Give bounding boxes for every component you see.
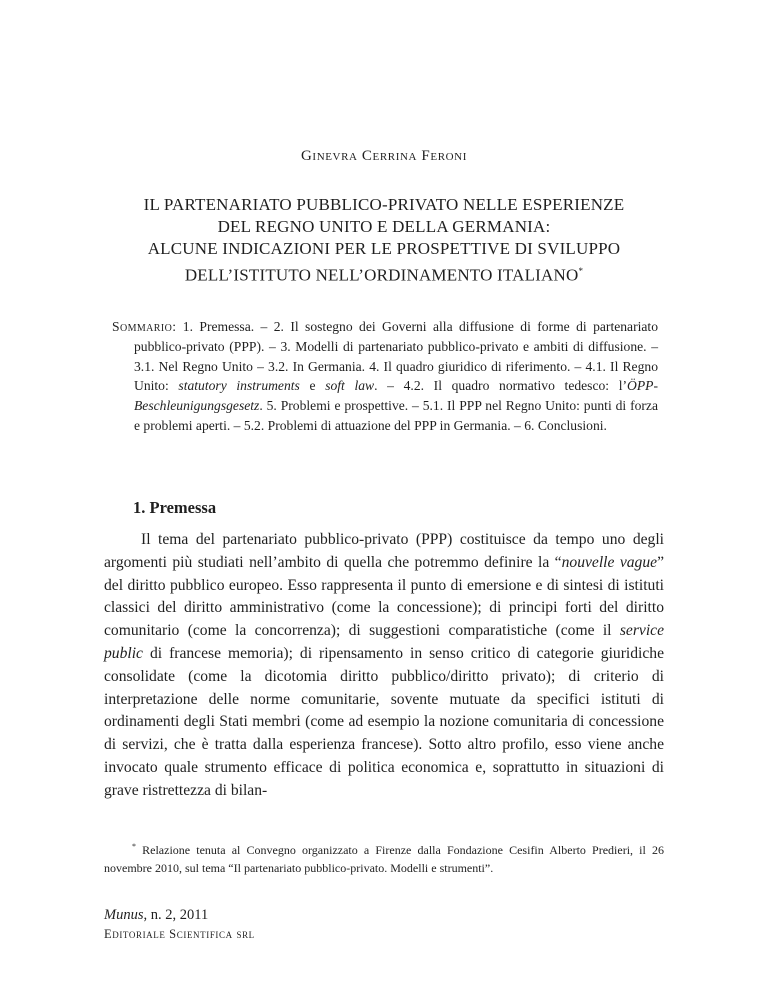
- footnote-text: Relazione tenuta al Convegno organizzato a Firenze dalla Fondazione Cesifin Alberto Predieri, il 26 novembre 2010, sul tema “Il partenariato pubblico-privato. Modelli e strumenti”.: [104, 843, 664, 875]
- body-text: [104, 529, 664, 803]
- publisher-name: Editoriale Scientifica srl: [104, 927, 255, 941]
- paragraph-seg-4: di francese memoria); di ripensamento in senso critico di categorie giuridiche consolidate (come la dicotomia diritto pubblico/diritto privato); di criterio di interpretazione delle norme comunitarie, sovente mutuate da specifici istituti di ordinamenti degli Stati membri (come ad esempio la nozione comunitaria di concessione di servizi, che è tratta dalla esperienza francese). Sotto altro profilo, esso viene anche invocato quale strumento efficace di politica economica e, soprattutto in situazioni di grave ristrettezza di bilan-: [104, 644, 664, 799]
- footnote-paragraph: [104, 838, 664, 877]
- paragraph-seg-2: ” del diritto pubblico europeo. Esso rappresenta il punto di emersione e di sintesi di istituti classici del diritto amministrativo (come la concessione); di principi forti del diritto comunitario (come la concorrenza); di suggestioni comparatistiche (come il: [104, 553, 664, 640]
- author-name: Ginevra Cerrina Feroni: [301, 148, 467, 164]
- footnote-marker: *: [132, 842, 136, 851]
- summary-seg-2: e: [299, 378, 326, 394]
- paragraph-seg-3: service public: [104, 622, 664, 662]
- paragraph-seg-1: nouvelle vague: [561, 553, 658, 571]
- title-line-4: [70, 260, 698, 287]
- body-paragraph: [104, 529, 664, 803]
- title-footnote-marker: *: [578, 266, 584, 276]
- footnote: [104, 838, 664, 877]
- summary-seg-5: ÖPP-Beschleunigungsgesetz: [134, 378, 658, 414]
- title-line-3: ALCUNE INDICAZIONI PER LE PROSPETTIVE DI SVILUPPO: [147, 239, 621, 258]
- summary-seg-0: 1. Premessa. – 2. Il sostegno dei Governi alla diffusione di forme di partenariato pubblico-privato (PPP). – 3. Modelli di partenariato pubblico-privato e ambiti di diffusione. – 3.1. Nel Regno Unito – 3.2. In Germania. 4. Il quadro giuridico di riferimento. – 4.1. Il Regno Unito:: [134, 319, 658, 394]
- title-line-1: IL PARTENARIATO PUBBLICO-PRIVATO NELLE ESPERIENZE: [143, 195, 625, 214]
- summary-label: Sommario:: [112, 319, 177, 334]
- article-title: [70, 194, 698, 287]
- table-of-contents-summary: [112, 317, 658, 436]
- paragraph-seg-0: Il tema del partenariato pubblico-privato (PPP) costituisce da tempo uno degli argomenti più studiati nell’ambito di quella che potremmo definire la “: [104, 531, 664, 571]
- journal-issue: , n. 2, 2011: [143, 907, 209, 923]
- summary-seg-6: . 5. Problemi e prospettive. – 5.1. Il PPP nel Regno Unito: punti di forza e problemi aperti. – 5.2. Problemi di attuazione del PPP in Germania. – 6. Conclusioni.: [134, 398, 658, 433]
- summary-seg-4: . – 4.2. Il quadro normativo tedesco: l’: [374, 378, 628, 394]
- title-line-2: DEL REGNO UNITO E DELLA GERMANIA:: [217, 217, 551, 236]
- journal-name: Munus: [104, 907, 144, 923]
- journal-citation: [104, 907, 208, 924]
- summary-seg-3: soft law: [325, 378, 375, 394]
- summary-seg-1: statutory instruments: [178, 378, 300, 394]
- section-heading: 1. Premessa: [133, 498, 217, 517]
- title-line-4-text: DELL’ISTITUTO NELL’ORDINAMENTO ITALIANO: [184, 265, 579, 285]
